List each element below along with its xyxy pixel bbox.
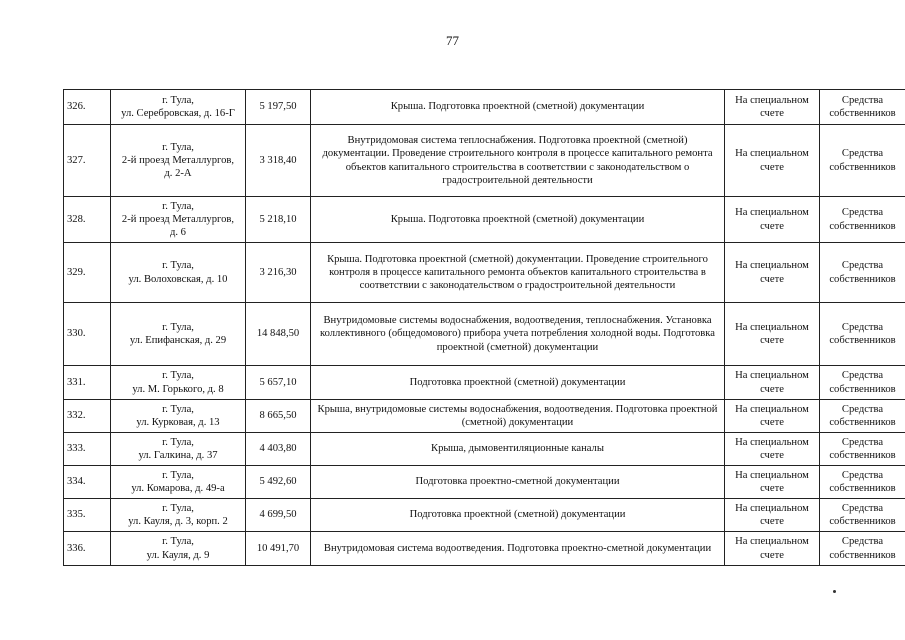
page-number: 77 bbox=[446, 33, 459, 48]
funding-source-cell: Средства собственников bbox=[820, 243, 905, 303]
address-city: г. Тула, bbox=[162, 260, 194, 272]
address-city: г. Тула, bbox=[162, 200, 194, 212]
work-type-cell: Крыша, дымовентиляционные каналы bbox=[311, 433, 725, 466]
work-type-cell: Внутридомовая система водоотведения. Подготовка проектно-сметной документации bbox=[311, 532, 725, 566]
address-street: 2-й проезд Металлургов, bbox=[121, 213, 235, 225]
account-cell: На специальном счете bbox=[725, 125, 820, 197]
row-number: 333. bbox=[64, 433, 111, 466]
cost-cell: 5 197,50 bbox=[246, 90, 311, 125]
funding-source-cell: Средства собственников bbox=[820, 532, 905, 566]
table-row bbox=[64, 90, 905, 125]
scan-dot bbox=[833, 590, 836, 593]
funding-source-cell: Средства собственников bbox=[820, 366, 905, 400]
cost-cell: 4 403,80 bbox=[246, 433, 311, 466]
cost-cell: 10 491,70 bbox=[246, 532, 311, 566]
address-city: г. Тула, bbox=[162, 321, 194, 333]
row-number: 330. bbox=[64, 303, 111, 366]
cost-cell: 14 848,50 bbox=[246, 303, 311, 366]
address-street: ул. Епифанская, д. 29 bbox=[129, 335, 227, 346]
account-cell: На специальном счете bbox=[725, 243, 820, 303]
work-type-cell: Подготовка проектно-сметной документации bbox=[311, 466, 725, 499]
address-city: г. Тула, bbox=[162, 502, 194, 514]
row-number: 334. bbox=[64, 466, 111, 499]
address-street: ул. Волоховская, д. 10 bbox=[128, 273, 228, 285]
account-cell: На специальном счете bbox=[725, 532, 820, 566]
account-cell: На специальном счете bbox=[725, 499, 820, 532]
funding-source-cell: Средства собственников bbox=[820, 400, 905, 433]
address-cell bbox=[111, 466, 246, 499]
table-row bbox=[64, 400, 905, 433]
funding-source-cell: Средства собственников bbox=[820, 90, 905, 125]
address-building: д. 6 bbox=[170, 227, 186, 239]
table-row bbox=[64, 125, 905, 197]
cost-cell: 4 699,50 bbox=[246, 499, 311, 532]
account-cell: На специальном счете bbox=[725, 433, 820, 466]
work-type-cell: Внутридомовая система теплоснабжения. Подготовка проектной (сметной) документации. Проведение строительного контроля в процессе капитального ремонта объектов капитального строительства в соответствии с законодательством о градостроительной деятельности bbox=[311, 125, 725, 197]
table-row bbox=[64, 466, 905, 499]
address-cell bbox=[111, 197, 246, 243]
funding-source-cell: Средства собственников bbox=[820, 125, 905, 197]
funding-source-cell: Средства собственников bbox=[820, 499, 905, 532]
cost-cell: 5 657,10 bbox=[246, 366, 311, 400]
address-street: ул. Курковая, д. 13 bbox=[136, 417, 220, 428]
cost-cell: 3 216,30 bbox=[246, 243, 311, 303]
table-row bbox=[64, 303, 905, 366]
address-city: г. Тула, bbox=[162, 469, 194, 481]
address-cell bbox=[111, 303, 246, 366]
address-cell bbox=[111, 433, 246, 466]
address-cell bbox=[111, 499, 246, 532]
address-cell bbox=[111, 366, 246, 400]
account-cell: На специальном счете bbox=[725, 466, 820, 499]
cost-cell: 8 665,50 bbox=[246, 400, 311, 433]
work-type-cell: Подготовка проектной (сметной) документации bbox=[311, 366, 725, 400]
table-row bbox=[64, 197, 905, 243]
work-type-cell: Крыша. Подготовка проектной (сметной) документации. Проведение строительного контроля в процессе капитального ремонта объектов капитального строительства в соответствии с законодательством о градостроительной деятельности bbox=[311, 243, 725, 303]
table-row bbox=[64, 532, 905, 566]
row-number: 327. bbox=[64, 125, 111, 197]
funding-source-cell: Средства собственников bbox=[820, 466, 905, 499]
address-city: г. Тула, bbox=[162, 141, 194, 153]
row-number: 331. bbox=[64, 366, 111, 400]
address-building: д. 2-А bbox=[164, 168, 192, 180]
table-row bbox=[64, 433, 905, 466]
row-number: 335. bbox=[64, 499, 111, 532]
address-street: ул. Серебровская, д. 16-Г bbox=[121, 108, 235, 119]
funding-source-cell: Средства собственников bbox=[820, 303, 905, 366]
address-cell bbox=[111, 125, 246, 197]
address-street: ул. М. Горького, д. 8 bbox=[132, 383, 224, 395]
address-street: ул. Комарова, д. 49-а bbox=[131, 483, 225, 494]
address-city: г. Тула, bbox=[162, 94, 194, 106]
address-city: г. Тула, bbox=[162, 370, 194, 382]
cost-cell: 5 218,10 bbox=[246, 197, 311, 243]
table-row bbox=[64, 366, 905, 400]
address-street: 2-й проезд Металлургов, bbox=[121, 154, 235, 166]
work-type-cell: Крыша. Подготовка проектной (сметной) документации bbox=[311, 197, 725, 243]
funding-source-cell: Средства собственников bbox=[820, 433, 905, 466]
account-cell: На специальном счете bbox=[725, 197, 820, 243]
account-cell: На специальном счете bbox=[725, 90, 820, 125]
registry-table bbox=[63, 89, 905, 566]
row-number: 332. bbox=[64, 400, 111, 433]
address-cell bbox=[111, 90, 246, 125]
address-street: ул. Кауля, д. 9 bbox=[146, 549, 210, 561]
address-cell bbox=[111, 400, 246, 433]
row-number: 326. bbox=[64, 90, 111, 125]
address-street: ул. Кауля, д. 3, корп. 2 bbox=[128, 516, 228, 527]
table-row bbox=[64, 243, 905, 303]
address-street: ул. Галкина, д. 37 bbox=[138, 450, 218, 461]
address-city: г. Тула, bbox=[162, 436, 194, 448]
table-row bbox=[64, 499, 905, 532]
account-cell: На специальном счете bbox=[725, 366, 820, 400]
account-cell: На специальном счете bbox=[725, 303, 820, 366]
cost-cell: 5 492,60 bbox=[246, 466, 311, 499]
address-cell bbox=[111, 532, 246, 566]
work-type-cell: Крыша. Подготовка проектной (сметной) документации bbox=[311, 90, 725, 125]
cost-cell: 3 318,40 bbox=[246, 125, 311, 197]
row-number: 328. bbox=[64, 197, 111, 243]
funding-source-cell: Средства собственников bbox=[820, 197, 905, 243]
work-type-cell: Подготовка проектной (сметной) документации bbox=[311, 499, 725, 532]
address-city: г. Тула, bbox=[162, 536, 194, 548]
table-body bbox=[64, 90, 905, 566]
row-number: 329. bbox=[64, 243, 111, 303]
work-type-cell: Крыша, внутридомовые системы водоснабжения, водоотведения. Подготовка проектной (сметной) документации bbox=[311, 400, 725, 433]
work-type-cell: Внутридомовые системы водоснабжения, водоотведения, теплоснабжения. Установка коллективного (общедомового) прибора учета потребления холодной воды. Подготовка проектной (сметной) документации bbox=[311, 303, 725, 366]
address-cell bbox=[111, 243, 246, 303]
account-cell: На специальном счете bbox=[725, 400, 820, 433]
row-number: 336. bbox=[64, 532, 111, 566]
address-city: г. Тула, bbox=[162, 403, 194, 415]
